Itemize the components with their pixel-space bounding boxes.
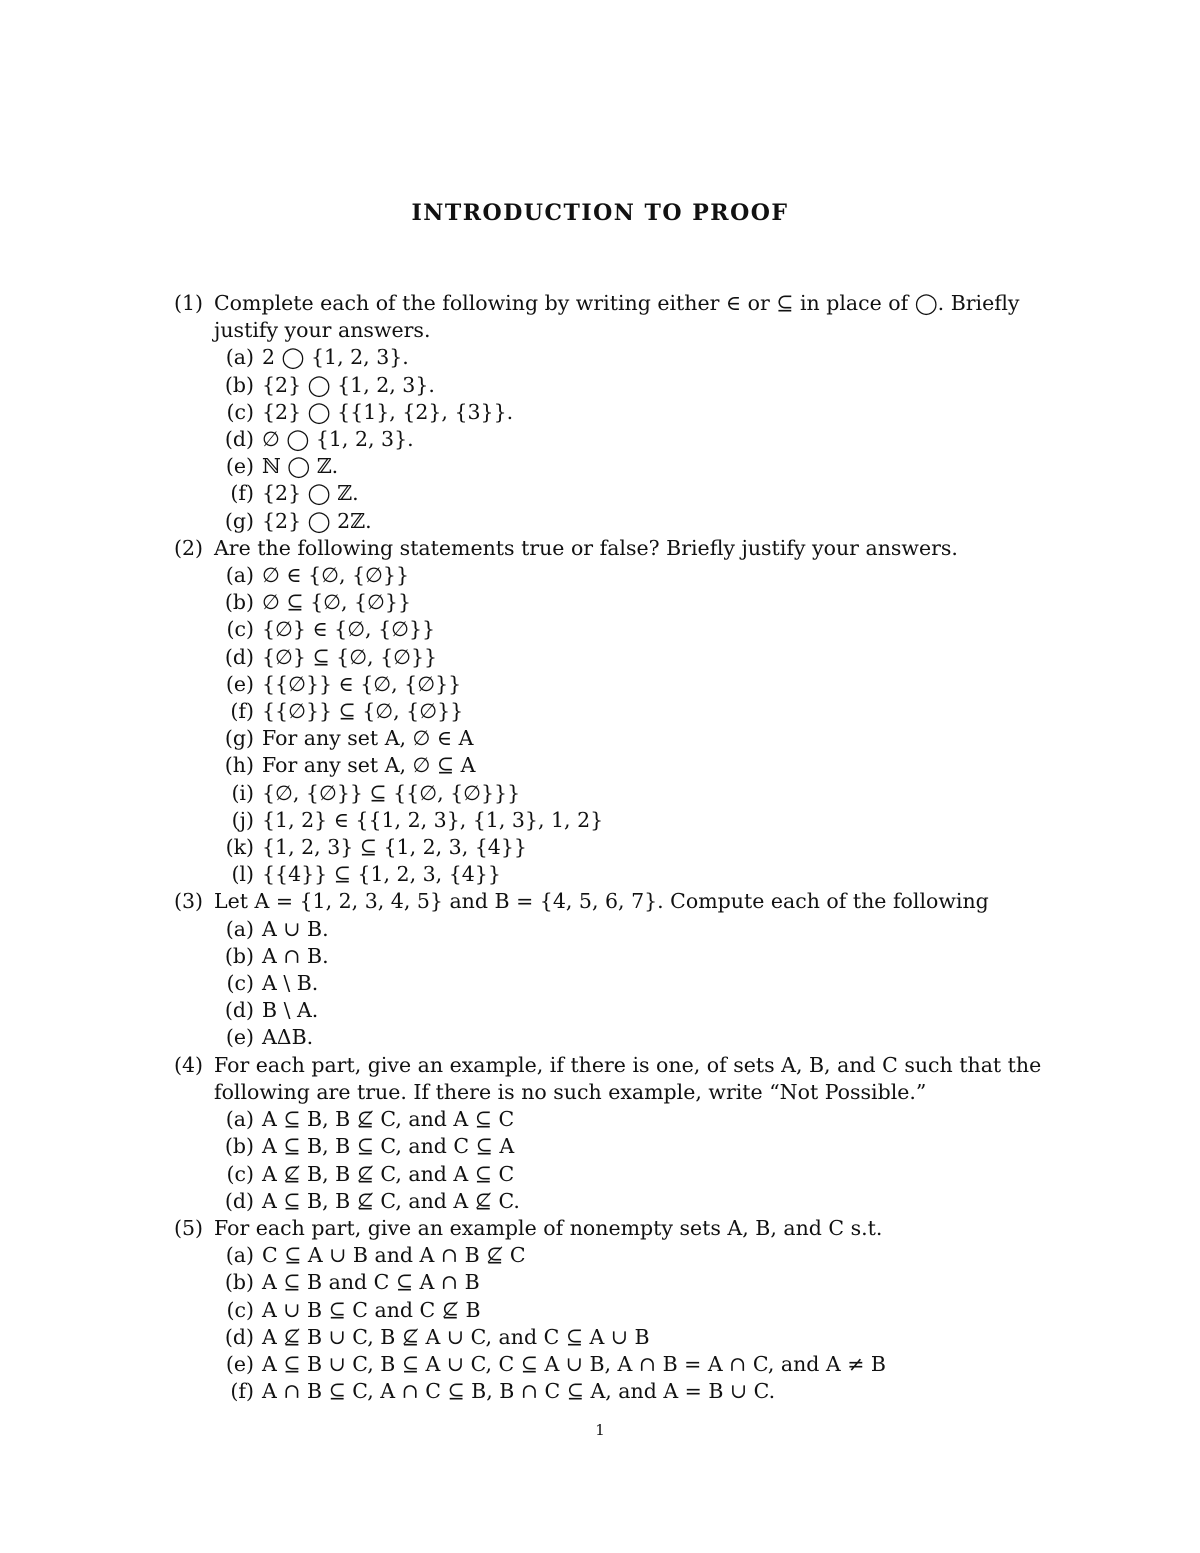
part-text: A ⊆ B, B ⊈ C, and A ⊈ C. (262, 1188, 520, 1213)
part-label: (d) (224, 644, 254, 669)
part-label: (b) (224, 943, 254, 968)
part-text: ∅ ∈ {∅, {∅}} (262, 563, 409, 588)
question-part (214, 725, 1064, 752)
part-text: {1, 2} ∈ {{1, 2, 3}, {1, 3}, 1, 2} (262, 807, 604, 832)
question-text: Complete each of the following by writing either ∈ or ⊆ in place of ◯. Briefly justify your answers. (214, 291, 1020, 343)
part-text: AΔB. (262, 1025, 314, 1050)
part-label: (a) (225, 345, 254, 370)
part-text: A ⊈ B, B ⊈ C, and A ⊆ C (262, 1161, 515, 1186)
question-part (214, 807, 1064, 834)
question-part (214, 1161, 1064, 1188)
question-part (214, 834, 1064, 861)
part-label: (b) (224, 1270, 254, 1295)
part-label: (d) (224, 998, 254, 1023)
question-part (214, 1351, 1064, 1378)
part-label: (b) (224, 1134, 254, 1159)
part-text: C ⊆ A ∪ B and A ∩ B ⊈ C (262, 1243, 526, 1268)
part-label: (b) (224, 590, 254, 615)
part-label: (b) (224, 372, 254, 397)
part-text: {{4}} ⊆ {1, 2, 3, {4}} (262, 862, 501, 887)
question-part (214, 1024, 1064, 1051)
question-number: (4) (174, 1052, 204, 1077)
part-text: {2} ◯ {{1}, {2}, {3}}. (262, 399, 514, 424)
question-part (214, 970, 1064, 997)
question-part (214, 644, 1064, 671)
question-part (214, 997, 1064, 1024)
part-text: A ⊆ B ∪ C, B ⊆ A ∪ C, C ⊆ A ∪ B, A ∩ B = A ∩ C, and A ≠ B (262, 1351, 886, 1376)
part-label: (h) (224, 753, 254, 778)
part-label: (c) (226, 399, 254, 424)
part-text: {∅, {∅}} ⊆ {{∅, {∅}}} (262, 780, 521, 805)
question-part (214, 671, 1064, 698)
question-text: For each part, give an example, if there is one, of sets A, B, and C such that the following are true. If there is no such example, write “Not Possible.” (214, 1052, 1042, 1104)
part-label: (g) (224, 508, 254, 533)
part-label: (d) (224, 427, 254, 452)
part-text: A ⊆ B and C ⊆ A ∩ B (262, 1270, 480, 1295)
part-text: 2 ◯ {1, 2, 3}. (262, 345, 409, 370)
question-3 (174, 888, 1064, 1051)
question-part (214, 372, 1064, 399)
question-text: For each part, give an example of nonempty sets A, B, and C s.t. (214, 1215, 883, 1240)
part-label: (c) (226, 971, 254, 996)
part-label: (e) (225, 454, 254, 479)
question-part (214, 1378, 1064, 1405)
question-number: (1) (174, 291, 204, 315)
question-part (214, 453, 1064, 480)
part-label: (i) (231, 780, 254, 805)
part-text: A ∪ B. (262, 916, 329, 941)
part-text: {2} ◯ 2ℤ. (262, 508, 372, 533)
part-label: (d) (224, 1324, 254, 1349)
part-label: (d) (224, 1188, 254, 1213)
question-number: (2) (174, 535, 204, 560)
part-text: B \ A. (262, 998, 319, 1023)
part-label: (g) (224, 726, 254, 751)
part-label: (c) (226, 1297, 254, 1322)
part-label: (a) (225, 916, 254, 941)
part-text: {2} ◯ {1, 2, 3}. (262, 372, 435, 397)
question-part (214, 1188, 1064, 1215)
part-text: A ∪ B ⊆ C and C ⊈ B (262, 1297, 481, 1322)
part-label: (f) (230, 481, 254, 506)
question-part (214, 480, 1064, 507)
question-number: (3) (174, 889, 204, 914)
part-text: For any set A, ∅ ⊆ A (262, 753, 476, 778)
question-part (214, 943, 1064, 970)
part-text: {∅} ∈ {∅, {∅}} (262, 617, 436, 642)
part-text: ℕ ◯ ℤ. (262, 454, 339, 479)
question-part (214, 1106, 1064, 1133)
part-label: (a) (225, 563, 254, 588)
part-text: {{∅}} ∈ {∅, {∅}} (262, 671, 462, 696)
part-text: A ⊆ B, B ⊆ C, and C ⊆ A (262, 1134, 515, 1159)
question-part (214, 752, 1064, 779)
part-label: (e) (225, 1351, 254, 1376)
part-label: (k) (225, 835, 254, 860)
question-text: Are the following statements true or false? Briefly justify your answers. (214, 535, 958, 560)
question-part (214, 1269, 1064, 1296)
question-part (214, 780, 1064, 807)
part-text: ∅ ⊆ {∅, {∅}} (262, 590, 411, 615)
part-text: A ∩ B ⊆ C, A ∩ C ⊆ B, B ∩ C ⊆ A, and A = B ∪ C. (262, 1379, 776, 1404)
question-part (214, 1324, 1064, 1351)
question-part (214, 861, 1064, 888)
part-text: A ∩ B. (262, 943, 329, 968)
part-label: (f) (230, 699, 254, 724)
question-part (214, 426, 1064, 453)
question-5 (174, 1215, 1064, 1405)
part-label: (e) (225, 1025, 254, 1050)
question-part (214, 508, 1064, 535)
question-part (214, 589, 1064, 616)
question-part (214, 399, 1064, 426)
part-label: (a) (225, 1243, 254, 1268)
part-label: (c) (226, 1161, 254, 1186)
part-text: A ⊈ B ∪ C, B ⊈ A ∪ C, and C ⊆ A ∪ B (262, 1324, 650, 1349)
part-label: (c) (226, 617, 254, 642)
question-part (214, 1133, 1064, 1160)
question-part (214, 916, 1064, 943)
part-text: {∅} ⊆ {∅, {∅}} (262, 644, 438, 669)
part-text: {1, 2, 3} ⊆ {1, 2, 3, {4}} (262, 835, 527, 860)
part-label: (a) (225, 1107, 254, 1132)
question-text: Let A = {1, 2, 3, 4, 5} and B = {4, 5, 6, 7}. Compute each of the following (214, 889, 989, 914)
part-text: A ⊆ B, B ⊈ C, and A ⊆ C (262, 1107, 515, 1132)
question-part (214, 562, 1064, 589)
part-text: For any set A, ∅ ∈ A (262, 726, 474, 751)
question-part (214, 698, 1064, 725)
part-label: (j) (231, 807, 254, 832)
question-1 (174, 290, 1064, 535)
question-2 (174, 535, 1064, 889)
question-part (214, 616, 1064, 643)
part-text: A \ B. (262, 971, 319, 996)
exercise-list (174, 290, 1064, 1405)
question-part (214, 1297, 1064, 1324)
part-text: {2} ◯ ℤ. (262, 481, 359, 506)
page-number: 1 (595, 1421, 605, 1439)
question-number: (5) (174, 1215, 204, 1240)
page-title: INTRODUCTION TO PROOF (411, 200, 789, 226)
question-4 (174, 1052, 1064, 1215)
question-part (214, 344, 1064, 371)
question-part (214, 1242, 1064, 1269)
part-label: (f) (230, 1379, 254, 1404)
part-text: ∅ ◯ {1, 2, 3}. (262, 427, 414, 452)
part-text: {{∅}} ⊆ {∅, {∅}} (262, 699, 464, 724)
part-label: (l) (231, 862, 254, 887)
part-label: (e) (225, 671, 254, 696)
